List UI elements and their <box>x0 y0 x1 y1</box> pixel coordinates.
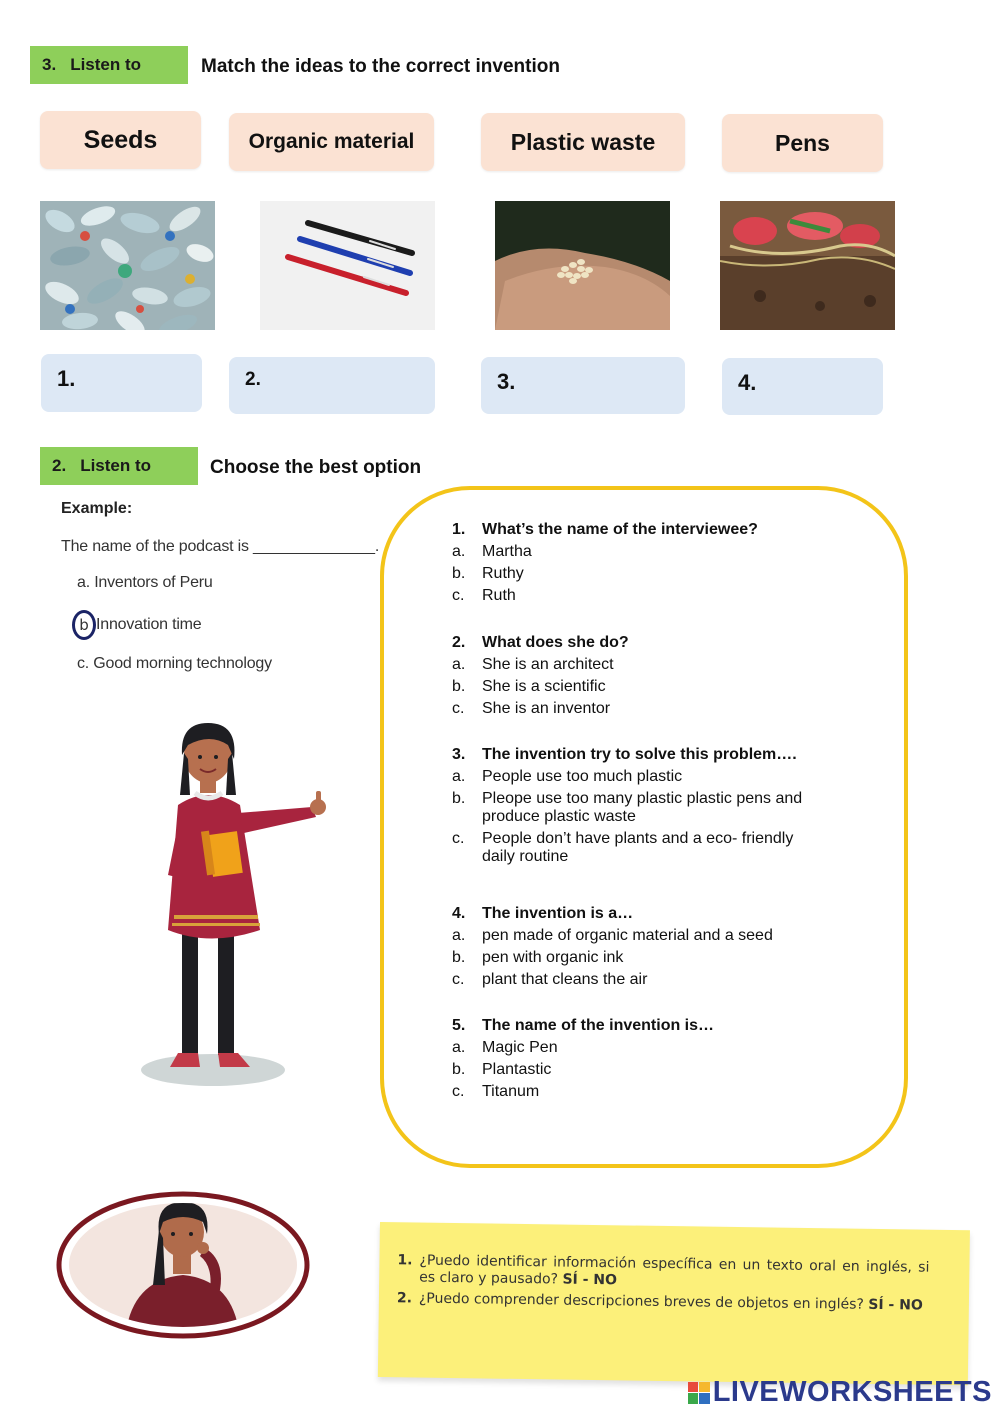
question-number: 5. <box>452 1017 466 1034</box>
question-text: What’s the name of the interviewee? <box>482 521 758 538</box>
self-eval-item-1 <box>397 1252 930 1294</box>
option-2c[interactable] <box>452 700 822 718</box>
option-text: People use too much plastic <box>482 768 683 785</box>
question-text: What does she do? <box>482 634 629 651</box>
option-text: Ruth <box>482 587 516 604</box>
option-text: pen with organic ink <box>482 949 624 966</box>
word-card-label: Seeds <box>83 125 158 154</box>
self-eval-answer[interactable]: SÍ - NO <box>562 1271 618 1289</box>
liveworksheets-logo <box>688 1376 992 1409</box>
answer-box-2[interactable] <box>229 357 435 414</box>
answer-box-number: 1. <box>57 366 76 391</box>
self-eval-item-2 <box>396 1290 929 1315</box>
example-option-b <box>72 610 202 640</box>
option-letter: a. <box>452 656 466 673</box>
example-stem: The name of the podcast is ______________. <box>61 538 380 555</box>
question-text: The name of the invention is… <box>482 1017 715 1034</box>
option-text: She is a scientific <box>482 678 606 695</box>
option-letter: c. <box>452 587 465 604</box>
option-text: pen made of organic material and a seed <box>482 927 773 944</box>
option-text: Titanum <box>482 1083 540 1100</box>
question-2 <box>452 634 822 722</box>
option-text: Pleope use too many plastic plastic pens and produce plastic waste <box>482 790 803 825</box>
option-2b[interactable] <box>452 678 822 696</box>
option-letter: b. <box>452 790 466 807</box>
girl-thumbs-up-illustration <box>140 715 340 1095</box>
self-eval-question: ¿Puedo comprender descripciones breves de objetos en inglés? <box>418 1290 864 1313</box>
section-match-title: Match the ideas to the correct invention <box>201 56 560 77</box>
option-1a[interactable] <box>452 543 822 561</box>
section-choose-title: Choose the best option <box>210 457 422 478</box>
option-3a[interactable] <box>452 768 822 786</box>
option-letter: a. <box>452 768 466 785</box>
option-text: People don’t have plants and a eco- friendly daily routine <box>482 830 794 865</box>
word-card-organic-material[interactable] <box>229 113 434 171</box>
plastic-bottles-photo <box>40 201 215 330</box>
option-letter: c. <box>452 1083 465 1100</box>
option-1c[interactable] <box>452 587 822 605</box>
option-letter: c. <box>452 700 465 717</box>
option-letter: a. <box>452 543 466 560</box>
section-choose-tag <box>40 447 198 485</box>
word-card-label: Pens <box>775 129 830 156</box>
option-text: She is an inventor <box>482 700 611 717</box>
option-letter: b. <box>452 678 466 695</box>
option-1b[interactable] <box>452 565 822 583</box>
answer-box-3[interactable] <box>481 357 685 414</box>
self-eval-number: 2. <box>396 1290 413 1307</box>
question-1 <box>452 521 822 609</box>
option-2a[interactable] <box>452 656 822 674</box>
option-5b[interactable] <box>452 1061 822 1079</box>
option-letter: a. <box>452 927 466 944</box>
option-text: Plantastic <box>482 1061 552 1078</box>
option-5c[interactable] <box>452 1083 822 1101</box>
answer-box-number: 4. <box>738 370 757 395</box>
question-text: The invention try to solve this problem…. <box>482 746 797 763</box>
answer-box-1[interactable] <box>41 354 202 412</box>
self-eval-number: 1. <box>397 1252 413 1269</box>
thinking-girl-illustration <box>55 1190 311 1340</box>
word-card-label: Plastic waste <box>510 128 656 155</box>
compost-photo <box>720 201 895 330</box>
seeds-in-hand-photo <box>495 201 670 330</box>
option-3b[interactable] <box>452 790 822 826</box>
section-choose-number: 2. <box>52 456 67 475</box>
option-text: Magic Pen <box>482 1039 558 1056</box>
word-card-pens[interactable] <box>722 114 883 172</box>
word-card-seeds[interactable] <box>40 111 201 169</box>
option-text: Martha <box>482 543 532 560</box>
question-number: 3. <box>452 746 466 763</box>
liveworksheets-icon <box>688 1382 710 1404</box>
pens-photo <box>260 201 435 330</box>
question-number: 1. <box>452 521 466 538</box>
section-choose-label: Listen to <box>80 456 152 475</box>
word-card-label: Organic material <box>248 130 415 153</box>
question-text: The invention is a… <box>482 905 634 922</box>
example-option-b-text: Innovation time <box>96 616 202 633</box>
option-letter: b. <box>452 1061 466 1078</box>
option-3c[interactable] <box>452 830 822 866</box>
option-letter: b. <box>452 565 466 582</box>
section-match-tag <box>30 46 188 84</box>
answer-box-4[interactable] <box>722 358 883 415</box>
option-letter: c. <box>452 830 465 847</box>
option-5a[interactable] <box>452 1039 822 1057</box>
question-number: 2. <box>452 634 466 651</box>
circled-letter: b <box>72 610 96 640</box>
brand-name: LIVEWORKSHEETS <box>712 1376 992 1408</box>
option-text: plant that cleans the air <box>482 971 648 988</box>
option-letter: c. <box>452 971 465 988</box>
question-4 <box>452 905 822 993</box>
section-match-number: 3. <box>42 55 57 74</box>
answer-box-number: 3. <box>497 369 516 394</box>
option-text: Ruthy <box>482 565 524 582</box>
example-heading: Example: <box>61 500 133 517</box>
self-evaluation-note <box>378 1222 970 1385</box>
option-4c[interactable] <box>452 971 822 989</box>
option-letter: a. <box>452 1039 466 1056</box>
word-card-plastic-waste[interactable] <box>481 113 685 171</box>
section-match-label: Listen to <box>70 55 142 74</box>
option-letter: b. <box>452 949 466 966</box>
self-eval-question: ¿Puedo identificar información específica en un texto oral en inglés, si es claro y pausado? <box>419 1252 930 1288</box>
option-4a[interactable] <box>452 927 822 945</box>
question-number: 4. <box>452 905 466 922</box>
example-option-a: a. Inventors of Peru <box>77 574 213 591</box>
question-3 <box>452 746 822 870</box>
self-eval-answer[interactable]: SÍ - NO <box>868 1296 923 1314</box>
example-option-c: c. Good morning technology <box>77 655 272 672</box>
question-5 <box>452 1017 822 1105</box>
option-4b[interactable] <box>452 949 822 967</box>
option-text: She is an architect <box>482 656 614 673</box>
answer-box-number: 2. <box>245 369 261 390</box>
